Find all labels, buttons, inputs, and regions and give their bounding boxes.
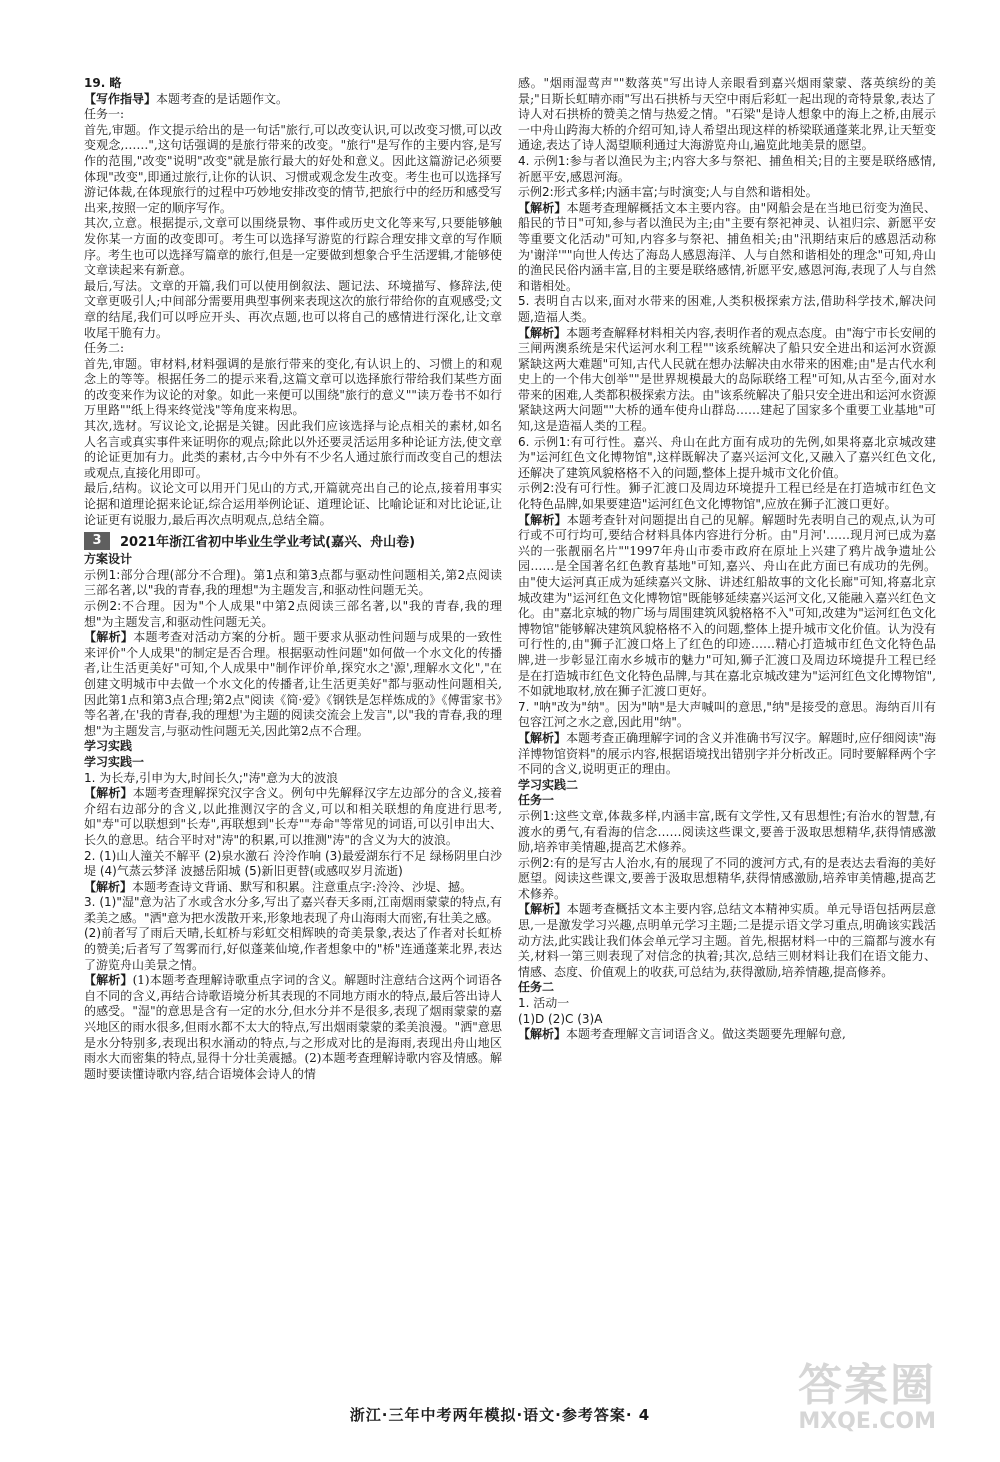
analysis-paragraph (84, 481, 502, 528)
answer-item: 3. (1)"湿"意为沾了水或含水分多,写出了嘉兴春天多雨,江南烟雨蒙蒙的特点,有柔美之感。"洒"意为把水泼散开来,形象地表现了舟山海雨大而密,有壮美之感。 (84, 895, 502, 925)
answer-item: 示例2:不合理。因为"个人成果"中第2点阅读三部名著,以"我的青春,我的理想"为主题发言,和驱动性问题无关。 (84, 599, 502, 629)
analysis-paragraph (518, 201, 936, 295)
answer-item: 7. "呐"改为"纳"。因为"呐"是大声喊叫的意思,"纳"是接受的意思。海纳百川有包容江河之水之意,因此用"纳"。 (518, 699, 936, 730)
analysis-label: 【解析】 (518, 902, 567, 917)
answer-item: 1. 为长寿,引申为大,时间长久;"涛"意为大的波浪 (84, 770, 338, 785)
analysis-label: 【解析】 (84, 786, 133, 801)
answer-item: 2. (1)山人潼关不解平 (2)泉水激石 泠泠作响 (3)最爱湖东行不足 绿杨阴里白沙堤 (4)气蒸云梦泽 波撼岳阳城 (5)新旧更替(或感叹岁月流逝) (84, 848, 502, 879)
watermark-logo (798, 1360, 936, 1434)
answer-item: 示例1:这些文章,体裁多样,内涵丰富,既有文学性,又有思想性;有治水的智慧,有渡水的勇气,有看海的信念……阅读这些课文,要善于汲取思想精华,获得情感激励,培养审美情趣,提高艺术修养。 (518, 808, 936, 855)
analysis-paragraph (518, 731, 936, 778)
analysis-paragraph (84, 107, 502, 123)
paragraph-text: 感。"烟雨湿莺声""数落英"写出诗人亲眼看到嘉兴烟雨蒙蒙、落英缤纷的美景;"日斯长虹晴亦雨"写出石拱桥与天空中雨后彩虹一起出现的奇特景象,表达了诗人对石拱桥的赞美之情与热爱之情。"石梁"是诗人想象中的海上之桥,由展示一中舟山跨海大桥的介绍可知,诗人希望出现这样的桥梁联通蓬莱北界,让天堑变通途,表达了诗人渴望顺利通过大海游览舟山,遍览此地美景的愿望。 (518, 76, 936, 153)
paragraph-text: 本题考查对活动方案的分析。题干要求从驱动性问题与成果的一致性来评价"个人成果"的制定是否合理。根据驱动性问题"如何做一个水文化的传播者,让生活更美好"可知,个人成果中"制作评价单,探究水之'源',理解水文化","在创建文明城市中去做一个水文化的传播者,让生活更美好"都与驱动性问题相关,因此第1点和第3点合理;第2点"阅读《简·爱》《钢铁是怎样炼成的》《傅雷家书》等名著,在'我的青春,我的理想'为主题的阅读交流会上发言",以"我的青春,我的理想"为主题发言,与驱动性问题无关,因此第2点不合理。 (84, 630, 502, 738)
exam-section-header (84, 531, 502, 550)
answer-item: 5. 表明自古以来,面对水带来的困难,人类积极探索方法,借助科学技术,解决问题,造福人类。 (518, 294, 936, 324)
answer-page (84, 76, 936, 1396)
paragraph-text: 任务二: (84, 341, 125, 356)
paragraph-text: 最后,结构。议论文可以用开门见山的方式,开篇就亮出自己的论点,接着用事实论据和道理论据来论证,综合运用举例论证、道理论证、比喻论证和对比论证,让论证更有说服力,最后再次点明观点,总结全篇。 (84, 481, 502, 527)
answer-item: 4. 示例1:参与者以渔民为主;内容大多与祭祀、捕鱼相关;目的主要是联络感情,祈愿平安,感恩河海。 (518, 153, 936, 184)
analysis-label: 【解析】 (84, 973, 133, 988)
analysis-label: 【写作指导】 (84, 91, 157, 106)
answer-item: 6. 示例1:有可行性。嘉兴、舟山在此方面有成功的先例,如果将嘉北京城改建为"运河红色文化博物馆",这样既解决了嘉兴运河文化,又融入了嘉兴红色文化,还解决了建筑风貌格格不入的问题,整体上提升城市文化价值。 (518, 434, 936, 480)
analysis-paragraph (84, 419, 502, 481)
analysis-label: 【解析】 (518, 1027, 567, 1042)
answer-item: 示例2:有的是写古人治水,有的展现了不同的渡河方式,有的是表达去看海的美好愿望。阅读这些课文,要善于汲取思想精华,获得情感激励,培养审美情趣,提高艺术修养。 (518, 855, 936, 901)
watermark-url: MXQE.COM (798, 1409, 936, 1434)
section-heading: 学习实践 (84, 739, 133, 754)
paragraph-text: 其次,立意。根据提示,文章可以围绕景物、事件或历史文化等来写,只要能够触发你某一方面的改变即可。考生可以选择写游览的行踪合理安排文章的写作顺序。考生也可以选择写篇章的旅行,但是一定要做到想象合乎生活逻辑,才能够使文章读起来有新意。 (84, 216, 502, 278)
analysis-paragraph (84, 357, 502, 419)
analysis-paragraph (84, 973, 502, 1082)
section-number-badge: 3 (84, 532, 110, 550)
analysis-paragraph (84, 216, 502, 278)
analysis-label: 【解析】 (518, 512, 567, 527)
paragraph-text: 其次,选材。写议论文,论据是关键。因此我们应该选择与论点相关的素材,如名人名言或真实事件来证明你的观点;除此以外还要灵活运用多种论证方法,使文章的论证更加有力。此类的素材,古今中外有不少名人通过旅行而改变自己的想法或观点,直接化用即可。 (84, 419, 502, 480)
analysis-paragraph (518, 513, 936, 700)
analysis-label: 【解析】 (518, 730, 567, 745)
paragraph-text: 本题考查理解文言词语含义。做这类题要先理解句意, (566, 1027, 846, 1042)
right-column (518, 76, 936, 1396)
paragraph-text: 首先,审题。作文提示给出的是一句话"旅行,可以改变认识,可以改变习惯,可以改变观念,……",这句话强调的是旅行带来的改变。"旅行"是写作的主要内容,是写作的范围,"改变"说明"改变"就是旅行最大的好处和意义。因此这篇游记必须要体现"改变",即通过旅行,让你的认识、习惯或观念发生改变。考生也可以选择写游记体裁,在体现旅行的过程中巧妙地安排改变的情节,把旅行中的经历和感受写出来,按照一定的顺序写作。 (84, 122, 502, 215)
paragraph-text: 本题考查的是话题作文。 (156, 91, 289, 106)
paragraph-text: 本题考查针对问题提出自己的见解。解题时先表明自己的观点,认为可行或不可行均可,要结合材料具体内容进行分析。由"月河'……现月河已成为嘉兴的一张靓丽名片""1997年舟山市委市政府在原址上兴建了鸦片战争遗址公园……是全国著名红色教育基地"可知,嘉兴、舟山在此方面已有成功的先例。由"使大运河真正成为延续嘉兴文脉、讲述红船故事的文化长廊"可知,将嘉北京城改建为"运河红色文化博物馆"既能够延续嘉兴运河文化,又能融入嘉兴红色文化。由"嘉北京城的物广场与周围建筑风貌格格不入"可知,改建为"运河红色文化博物馆"能够解决建筑风貌格格不入的问题,整体上提升城市文化价值。认为没有可行性的,由"狮子汇渡口烙上了红色的印迹……精心打造城市红色文化特色品牌,进一步彰显江南水乡城市的魅力"可知,狮子汇渡口及周边环境提升工程已经是在打造城市红色文化特色品牌,与其在嘉北京城改建为"运河红色文化博物馆",不如就地取材,放在狮子汇渡口更好。 (518, 512, 936, 699)
analysis-paragraph (518, 1027, 936, 1043)
answer-item: 示例2:形式多样;内涵丰富;与时演变;人与自然和谐相处。 (518, 185, 818, 200)
answer-item: (1)D (2)C (3)A (518, 1011, 603, 1026)
paragraph-text: 本题考查理解概括文本主要内容。由"网船会是在当地已衍变为渔民、船民的节日"可知,参与者以渔民为主;由"主要有祭祀神灵、认祖归宗、新愿平安等重要文化活动"可知,内容多与祭祀、捕鱼相关;由"汛期结束后的感恩活动称为'谢洋'""向世人传达了海岛人感恩海洋、人与自然和谐相处的理念"可知,舟山的渔民民俗内涵丰富,目的主要是联络感情,祈愿平安,感恩河海,表现了人与自然和谐相处。 (518, 200, 936, 293)
analysis-paragraph (84, 630, 502, 739)
paragraph-text: 本题考查正确理解字词的含义并准确书写汉字。解题时,应仔细阅读"海洋博物馆资料"的展示内容,根据语境找出错别字并分析改正。同时要解释两个字不同的含义,说明更正的理由。 (518, 730, 936, 777)
analysis-paragraph (84, 92, 502, 108)
paragraph-text: 最后,写法。文章的开篇,我们可以使用倒叙法、题记法、环境描写、修辞法,使文章更吸引人;中间部分需要用典型事例来表现这次的旅行带给你的直观感受;文章的结尾,我们可以呼应开头、再次点题,也可以将自己的感情进行深化,让文章收尾干脆有力。 (84, 278, 502, 340)
section-heading: 19. 略 (84, 76, 122, 90)
answer-item: 1. 活动一 (518, 996, 570, 1011)
paragraph-text: 本题考查解释材料相关内容,表明作者的观点态度。由"海宁市长安闸的三闸两澳系统是宋代运河水利工程""该系统解决了船只安全进出和运河水资源紧缺这两大难题"可知,古代人民就在想办法解决由水带来的困难;由"是古代水利史上的一个伟大创举""是世界规模最大的岛际联络工程"可知,从古至今,面对水带来的困难,人类都积极探索方法。由"该系统解决了船只安全进出和运河水资源紧缺这两大问题""大桥的通车使舟山群岛……建起了国家多个重要工业基地"可知,这是造福人类的工程。 (518, 325, 936, 434)
paragraph-text: (1)本题考查理解诗歌重点字词的含义。解题时注意结合这两个词语各自不同的含义,再结合诗歌语境分析其表现的不同地方雨水的特点,最后答出诗人的感受。"湿"的意思是含有一定的水分,但水分并不是很多,表现了烟雨蒙蒙的嘉兴地区的雨水很多,但雨水都不太大的特点,写出烟雨蒙蒙的柔美浪漫。"洒"意思是水分特别多,表现出积水涌动的特点,与之形成对比的是海雨,表现出舟山地区雨水大而密集的特点,显得十分壮美震撼。(2)本题考查理解诗歌内容及情感。解题时要读懂诗歌内容,结合语境体会诗人的情 (84, 973, 502, 1081)
left-column (84, 76, 502, 1396)
watermark-text: 答案圈 (798, 1360, 936, 1411)
analysis-paragraph (518, 326, 936, 435)
section-heading: 学习实践二 (518, 777, 579, 792)
analysis-paragraph (84, 786, 502, 848)
section-heading: 方案设计 (84, 552, 133, 567)
answer-item: (2)前者写了雨后天晴,长虹桥与彩虹交相辉映的奇美景象,表达了作者对长虹桥的赞美;后者写了驾雾而行,好似蓬莱仙境,作者想象中的"桥"连通蓬莱北界,表达了游览舟山美景之情。 (84, 926, 502, 972)
analysis-label: 【解析】 (84, 630, 134, 645)
section-heading: 学习实践一 (84, 754, 145, 769)
analysis-paragraph (518, 902, 936, 980)
paragraph-text: 本题考查概括文本主要内容,总结文本精神实质。单元导语包括两层意思,一是激发学习兴趣,点明单元学习主题;二是提示语文学习重点,明确该实践活动方法,此实践让我们体会单元学习主题。首先,根据材料一中的三篇都与渡水有关,材料一第三则表现了对信念的执着;其次,总结三则材料让我们在语文能力、情感、态度、价值观上的收获,可总结为,获得激励,培养情趣,提高修养。 (518, 902, 936, 979)
analysis-paragraph (518, 76, 936, 154)
analysis-label: 【解析】 (518, 200, 567, 215)
page-footer: 浙江·三年中考两年模拟·语文·参考答案· 4 (349, 1406, 651, 1424)
answer-item: 示例1:部分合理(部分不合理)。第1点和第3点都与驱动性问题相关,第2点阅读三部名著,以"我的青春,我的理想"为主题发言,和驱动性问题无关。 (84, 567, 502, 598)
analysis-paragraph (84, 279, 502, 341)
section-heading: 任务二 (518, 980, 555, 995)
answer-item: 示例2:没有可行性。狮子汇渡口及周边环境提升工程已经是在打造城市红色文化特色品牌,如果要建造"运河红色文化博物馆",应放在狮子汇渡口更好。 (518, 481, 936, 512)
section-title: 2021年浙江省初中毕业生学业考试(嘉兴、舟山卷) (120, 535, 416, 551)
analysis-paragraph (84, 341, 502, 357)
section-heading: 任务一 (518, 793, 555, 808)
paragraph-text: 首先,审题。审材料,材料强调的是旅行带来的变化,有认识上的、习惯上的和观念上的等等。根据任务二的提示来看,这篇文章可以选择旅行带给我们某些方面的改变来作为议论的对象。如此一来便可以围绕"旅行的意义""读万卷书不如行万里路""纸上得来终觉浅"等角度来构思。 (84, 356, 502, 418)
analysis-label: 【解析】 (84, 879, 133, 894)
analysis-paragraph (84, 880, 502, 896)
paragraph-text: 任务一: (84, 107, 125, 122)
analysis-label: 【解析】 (518, 325, 567, 340)
analysis-paragraph (84, 123, 502, 217)
paragraph-text: 本题考查理解探究汉字含义。例句中先解释汉字左边部分的含义,接着介绍右边部分的含义,以此推测汉字的含义,可以和相关联想的角度进行思考,如"寿"可以联想到"长寿",再联想到"长寿""寿命"等常见的词语,可以引申出大、长久的意思。结合平时对"涛"的积累,可以推测"涛"的含义为大的波浪。 (84, 786, 502, 847)
paragraph-text: 本题考查诗文背诵、默写和积累。注意重点字:泠泠、沙堤、撼。 (132, 879, 473, 894)
